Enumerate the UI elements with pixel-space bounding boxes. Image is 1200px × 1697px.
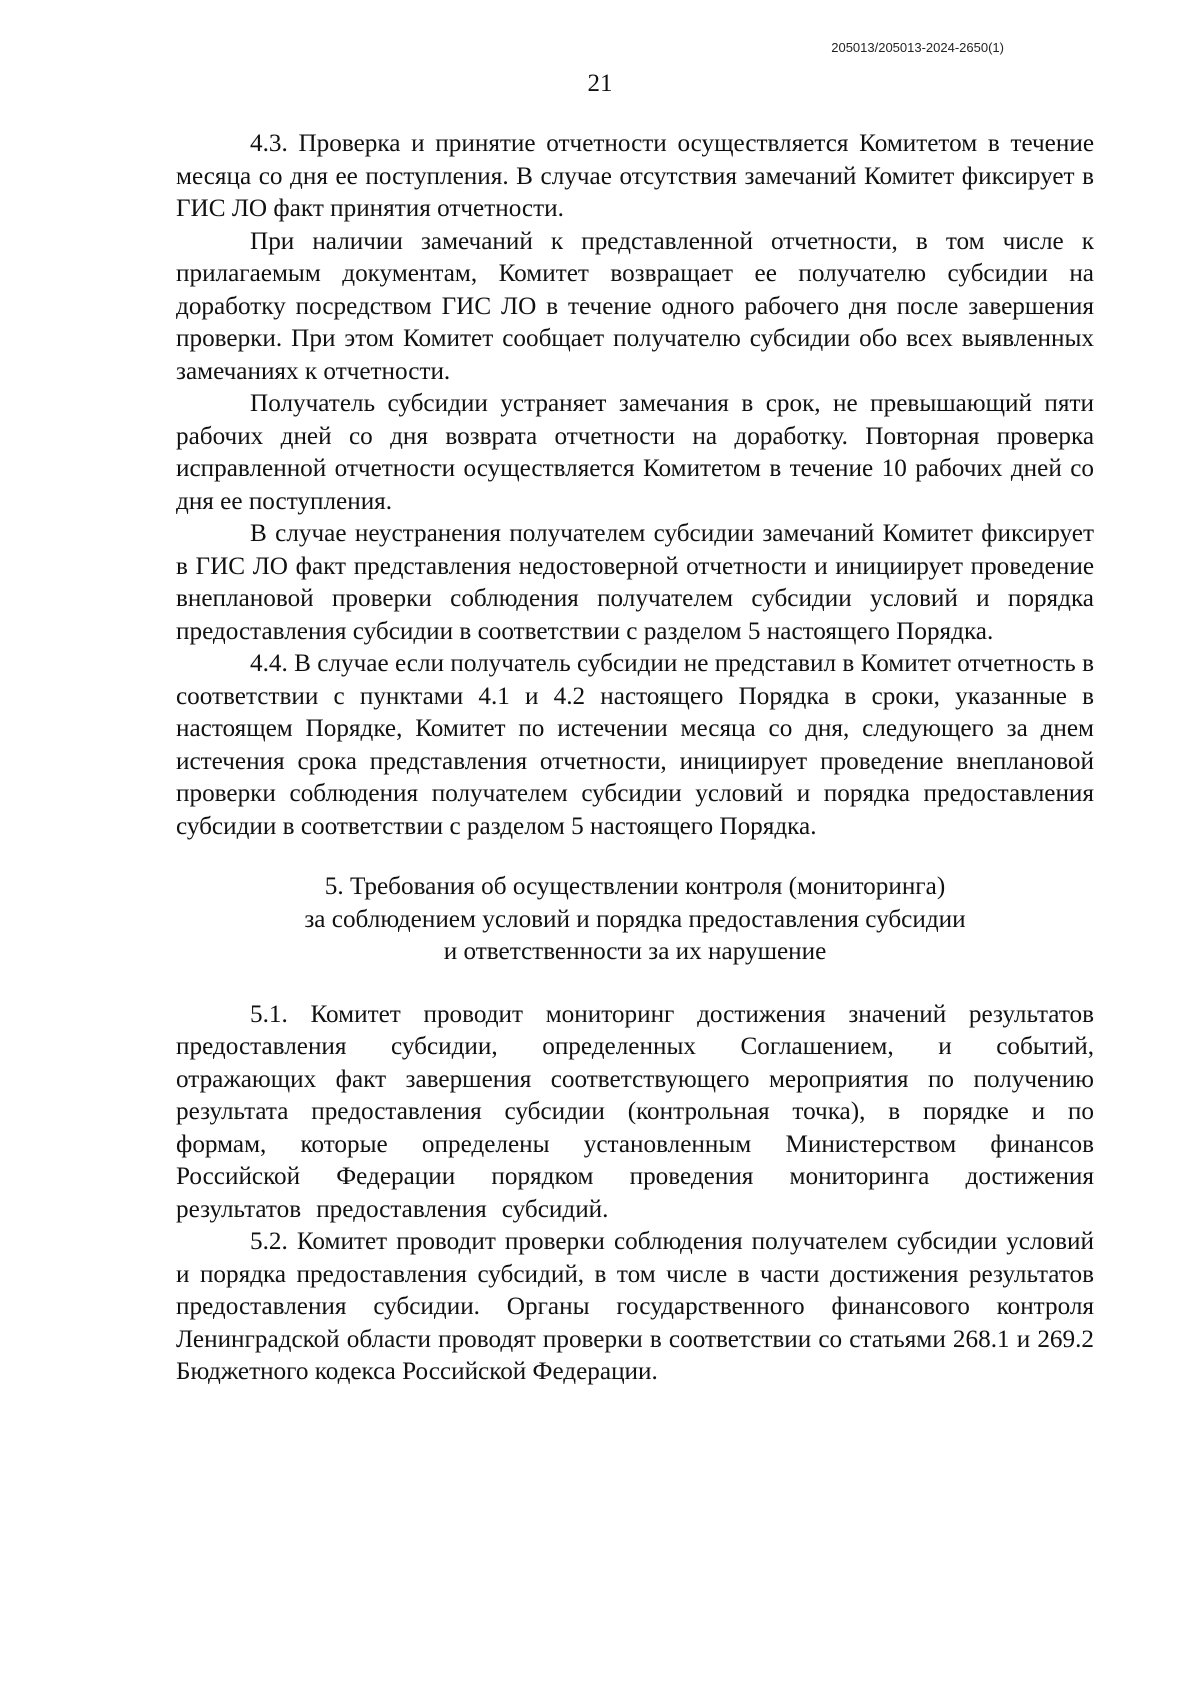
paragraph-remarks: При наличии замечаний к представленной отчетности, в том числе к прилагаемым документам, Комитет возвращает ее получателю субсидии на доработку посредством ГИС ЛО в течение одного рабочего дня после завершения проверки. При этом Комитет сообщает получателю субсидии обо всех выявленных замечаниях к отчетности. bbox=[176, 227, 1094, 385]
section-5-heading bbox=[176, 871, 1094, 969]
paragraph-unresolved: В случае неустранения получателем субсидии замечаний Комитет фиксирует в ГИС ЛО факт представления недостоверной отчетности и инициирует проведение внеплановой проверки соблюдения получателем субсидии условий и порядка предоставления субсидии в соответствии с разделом 5 настоящего Порядка. bbox=[176, 520, 1094, 645]
document-body bbox=[176, 128, 1094, 1389]
page-number: 21 bbox=[587, 70, 613, 97]
paragraph-4-3: 4.3. Проверка и принятие отчетности осуществляется Комитетом в течение месяца со дня ее поступления. В случае отсутствия замечаний Комитет фиксирует в ГИС ЛО факт принятия отчетности. bbox=[176, 130, 1094, 222]
paragraph-corrections: Получатель субсидии устраняет замечания в срок, не превышающий пяти рабочих дней со дня возврата отчетности на доработку. Повторная проверка исправленной отчетности осуществляется Комитетом в течение 10 рабочих дней со дня ее поступления. bbox=[176, 390, 1094, 515]
document-id: 205013/205013-2024-2650(1) bbox=[831, 40, 1004, 55]
paragraph-5-2: 5.2. Комитет проводит проверки соблюдения получателем субсидии условий и порядка предоставления субсидий, в том числе в части достижения результатов предоставления субсидии. Органы государственного финансового контроля Ленинградской области проводят проверки в соответствии со статьями 268.1 и 269.2 Бюджетного кодекса Российской Федерации. bbox=[176, 1228, 1094, 1385]
section-5-heading-line-3: и ответственности за их нарушение bbox=[443, 938, 827, 965]
paragraph-4-4: 4.4. В случае если получатель субсидии не представил в Комитет отчетность в соответствии с пунктами 4.1 и 4.2 настоящего Порядка в сроки, указанные в настоящем Порядке, Комитет по истечении месяца со дня, следующего за днем истечения срока представления отчетности, инициирует проведение внеплановой проверки соблюдения получателем субсидии условий и порядка предоставления субсидии в соответствии с разделом 5 настоящего Порядка. bbox=[176, 650, 1094, 840]
section-5-heading-line-2: за соблюдением условий и порядка предоставления субсидии bbox=[304, 905, 966, 933]
paragraph-5-1: 5.1. Комитет проводит мониторинг достижения значений результатов предоставления субсидии, определенных Соглашением, и событий, отражающих факт завершения соответствующего мероприятия по получению результата предоставления субсидии (контрольная точка), в порядке и по формам, которые определены установленным Министерством финансов Российской Федерации порядком проведения мониторинга достижения результатов предоставления субсидий. bbox=[176, 1000, 1094, 1223]
section-5-heading-line-1: 5. Требования об осуществлении контроля (мониторинга) bbox=[324, 873, 946, 900]
